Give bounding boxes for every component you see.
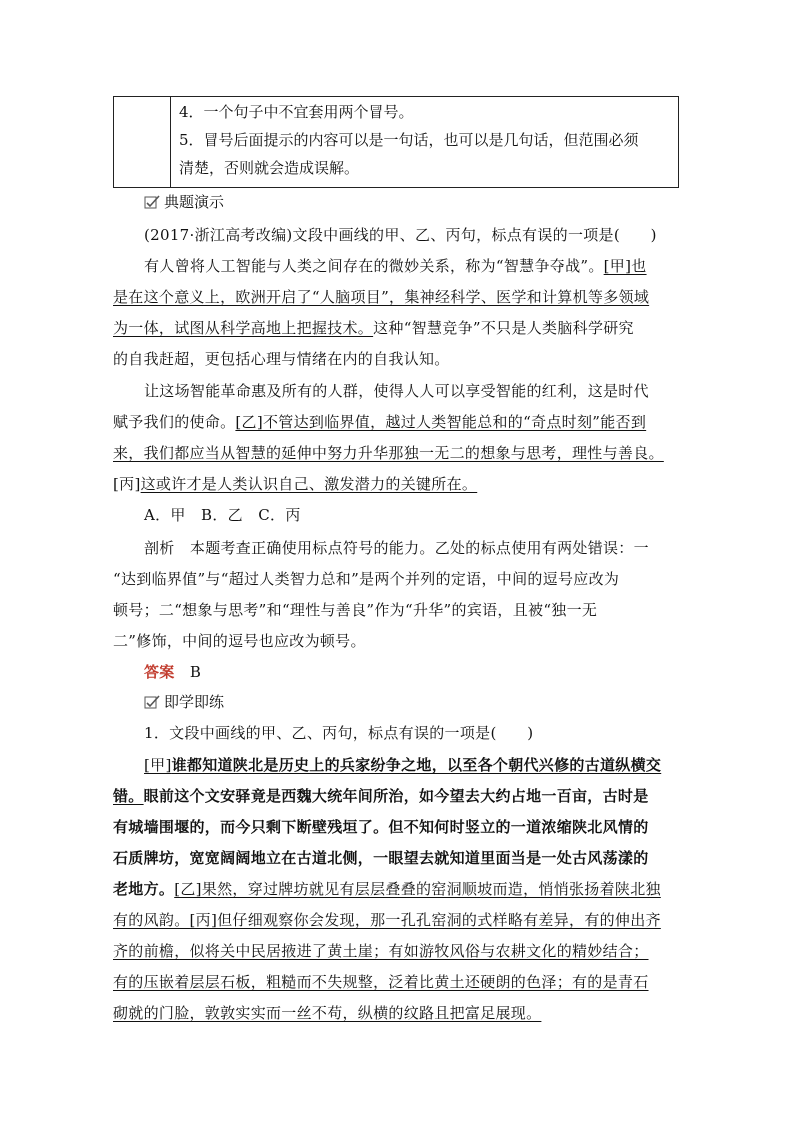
passage-line [113, 907, 661, 933]
sentence-marker: [丙] [113, 475, 141, 493]
section-title: 典题演示 [164, 193, 225, 211]
passage-text: 这种“智慧竞争”不只是人类脑科学研究 [373, 319, 634, 337]
underlined-sentence: 是在这个意义上，欧洲开启了“人脑项目”，集神经科学、医学和计算机等多领域 [113, 288, 650, 306]
passage-line [144, 752, 661, 778]
passage-line: 的自我赶超，更包括心理与情绪在内的自我认知。 [113, 350, 450, 368]
analysis-line: 剖析 本题考查正确使用标点符号的能力。乙处的标点使用有两处错误：一 [144, 539, 649, 557]
underlined-sentence: 谁都知道陕北是历史上的兵家纷争之地，以至各个朝代兴修的古道纵横交 [171, 756, 662, 774]
analysis-line: 顿号；二“想象与思考”和“理性与善良”作为“升华”的宾语，且被“独一无 [113, 601, 598, 619]
analysis-line: 二”修饰，中间的逗号也应改为顿号。 [113, 632, 366, 650]
table-row-4: 4．一个句子中不宜套用两个冒号。 [179, 103, 414, 121]
passage-text: 眼前这个文安驿竟是西魏大统年间所治，如今望去大约占地一百亩，古时是 [143, 787, 649, 805]
passage-line [113, 409, 646, 435]
passage-text: 老地方。 [113, 880, 175, 898]
rules-table [113, 96, 679, 188]
underlined-sentence: 齐的前檐，似将关中民居掖进了黄土崖；有如游牧风俗与农耕文化的精妙结合； [113, 942, 649, 960]
underlined-sentence: 错。 [113, 787, 144, 805]
table-row-5-line1: 5．冒号后面提示的内容可以是一句话，也可以是几句话，但范围必须 [179, 131, 639, 149]
underlined-sentence: [丙]但仔细观察你会发现，那一孔孔窑洞的式样略有差异，有的伸出齐 [189, 911, 661, 929]
answer-label: 答案 [144, 663, 175, 681]
table-left-cell [114, 97, 171, 187]
edit-check-icon [144, 694, 160, 710]
underlined-sentence: 这或许才是人类认识自己、激发潜力的关键所在。 [140, 475, 478, 493]
underlined-sentence: [乙]果然，穿过牌坊就见有层层叠叠的窑洞顺坡而造，悄悄张扬着陕北独 [174, 880, 661, 898]
underlined-sentence: [乙]不管达到临界值，越过人类智能总和的“奇点时刻”能否到 [235, 413, 647, 431]
question-stem: 1．文段中画线的甲、乙、丙句，标点有误的一项是( ) [144, 724, 534, 742]
underlined-sentence: 有的风韵。 [113, 911, 190, 929]
passage-line: 石质牌坊，宽宽阔阔地立在古道北侧，一眼望去就知道里面当是一处古风荡漾的 [113, 849, 649, 867]
sentence-marker: [甲] [144, 756, 172, 774]
underlined-sentence: 来，我们都应当从智慧的延伸中努力升华那独一无二的想象与思考，理性与善良。 [113, 444, 664, 462]
passage-line [113, 876, 661, 902]
answer-line [144, 659, 201, 685]
answer-options: A．甲 B．乙 C．丙 [144, 506, 301, 524]
passage-text: 赋予我们的使命。 [113, 413, 236, 431]
passage-line: 让这场智能革命惠及所有的人群，使得人人可以享受智能的红利，这是时代 [144, 382, 649, 400]
section-header-demo [144, 190, 224, 214]
edit-check-icon [144, 194, 160, 210]
section-title: 即学即练 [164, 693, 225, 711]
analysis-line: “达到临界值”与“超过人类智力总和”是两个并列的定语，中间的逗号应改为 [113, 570, 620, 588]
underlined-sentence: 有的压嵌着层层石板，粗糙而不失规整，泛着比黄土还硬朗的色泽；有的是青石 [113, 973, 649, 991]
passage-line [144, 253, 647, 279]
passage-line: 有城墙围堰的，而今只剩下断壁残垣了。但不知何时竖立的一道浓缩陕北风情的 [113, 818, 649, 836]
answer-value: B [189, 663, 202, 681]
underlined-sentence: 砌就的门脸，敦敦实实而一丝不苟，纵横的纹路且把富足展现。 [113, 1004, 542, 1022]
passage-line [113, 783, 649, 809]
underlined-sentence: [甲]也 [603, 257, 647, 275]
section-header-practice [144, 690, 224, 714]
underlined-sentence: 为一体，试图从科学高地上把握技术。 [113, 319, 374, 337]
table-row-5-line2: 清楚，否则就会造成误解。 [179, 159, 360, 177]
passage-text: 有人曾将人工智能与人类之间存在的微妙关系，称为“智慧争夺战”。 [144, 257, 604, 275]
passage-line [113, 315, 634, 341]
passage-line [113, 471, 477, 497]
question-stem: (2017·浙江高考改编)文段中画线的甲、乙、丙句，标点有误的一项是( ) [144, 226, 657, 244]
